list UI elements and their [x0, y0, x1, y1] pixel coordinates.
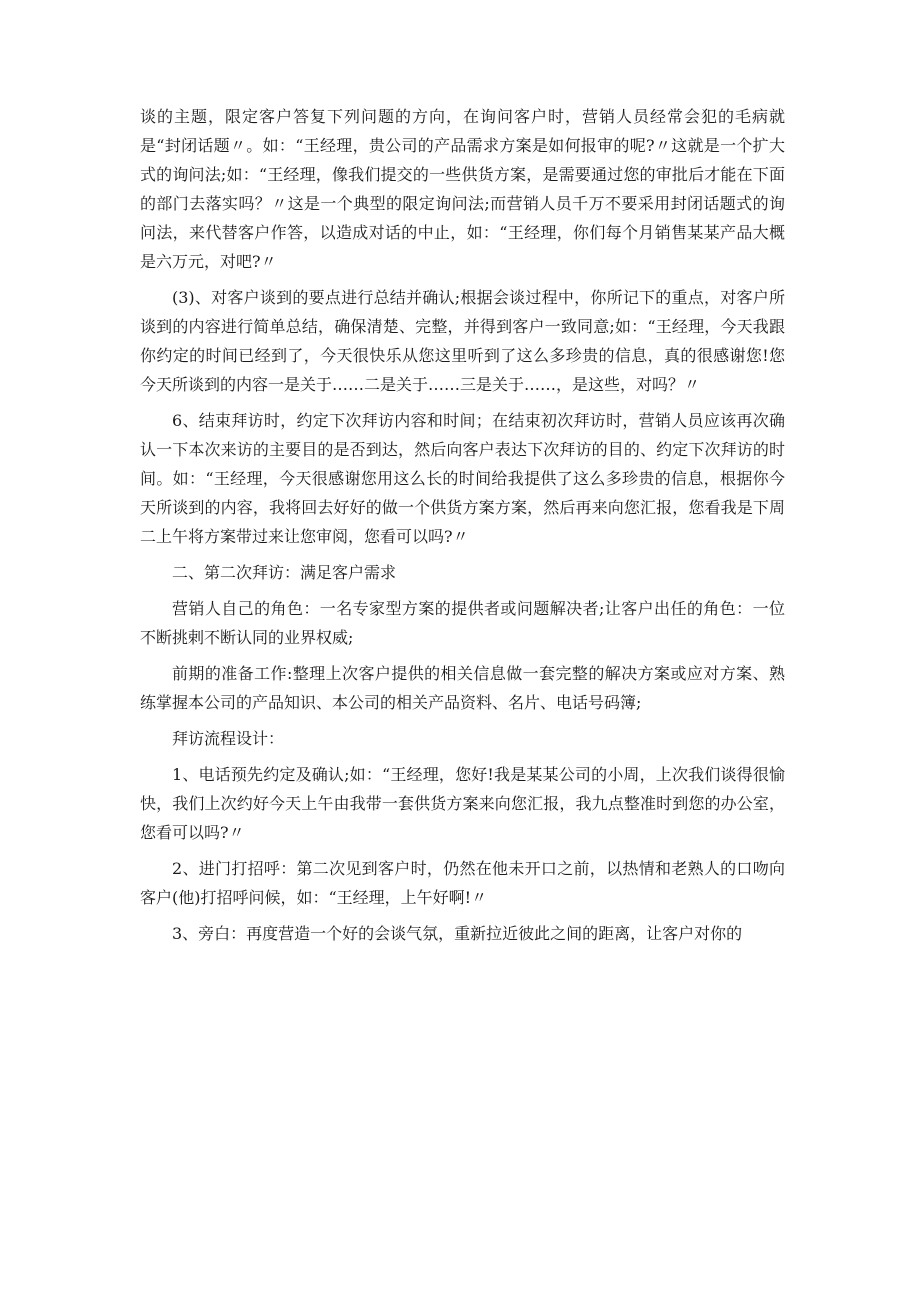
paragraph-aside: 3、旁白：再度营造一个好的会谈气氛，重新拉近彼此之间的距离，让客户对你的: [172, 924, 743, 943]
paragraph-roles: 营销人自己的角色：一名专家型方案的提供者或问题解决者;让客户出任的角色：一位不断挑剌不断认同的业界权威;: [140, 599, 785, 647]
document-body: [140, 102, 785, 955]
paragraph-process-design: 拜访流程设计：: [172, 729, 285, 748]
paragraph-phone-confirm: 1、电话预先约定及确认;如：“王经理，您好!我是某某公司的小周，上次我们谈得很愉快，我们上次约好今天上午由我带一套供货方案来向您汇报，我九点整准时到您的办公室，您看可以吗?〃: [140, 765, 785, 842]
paragraph-summarize-confirm: (3)、对客户谈到的要点进行总结并确认;根据会谈过程中，你所记下的重点，对客户所谈到的内容进行简单总结，确保清楚、完整，并得到客户一致同意;如：“王经理，今天我跟你约定的时间已经到了，今天很快乐从您这里听到了这么多珍贵的信息，真的很感谢您!您今天所谈到的内容一是关于……二是关于……三是关于……，是这些，对吗？〃: [140, 288, 785, 394]
section-heading-second-visit: 二、第二次拜访：满足客户需求: [172, 563, 397, 582]
paragraph-greeting: 2、进门打招呼：第二次见到客户时，仍然在他未开口之前，以热情和老熟人的口吻向客户(他)打招呼问候，如：“王经理，上午好啊!〃: [140, 859, 785, 907]
paragraph-closed-questions: 谈的主题，限定客户答复下列问题的方向，在询问客户时，营销人员经常会犯的毛病就是“封闭话题〃。如：“王经理，贵公司的产品需求方案是如何报审的呢?〃这就是一个扩大式的询问法;如：“王经理，像我们提交的一些供货方案，是需要通过您的审批后才能在下面的部门去落实吗？〃这是一个典型的限定询问法;而营销人员千万不要采用封闭话题式的询问法，来代替客户作答，以造成对话的中止，如：“王经理，你们每个月销售某某产品大概是六万元，对吧?〃: [140, 107, 785, 271]
paragraph-end-visit: 6、结束拜访时，约定下次拜访内容和时间；在结束初次拜访时，营销人员应该再次确认一下本次来访的主要目的是否到达，然后向客户表达下次拜访的目的、约定下次拜访的时间。如：“王经理，今天很感谢您用这么长的时间给我提供了这么多珍贵的信息，根据你今天所谈到的内容，我将回去好好的做一个供货方案方案，然后再来向您汇报，您看我是下周二上午将方案带过来让您审阅，您看可以吗?〃: [140, 411, 785, 546]
paragraph-preparation: 前期的准备工作:整理上次客户提供的相关信息做一套完整的解决方案或应对方案、熟练掌握本公司的产品知识、本公司的相关产品资料、名片、电话号码簿;: [140, 664, 785, 712]
